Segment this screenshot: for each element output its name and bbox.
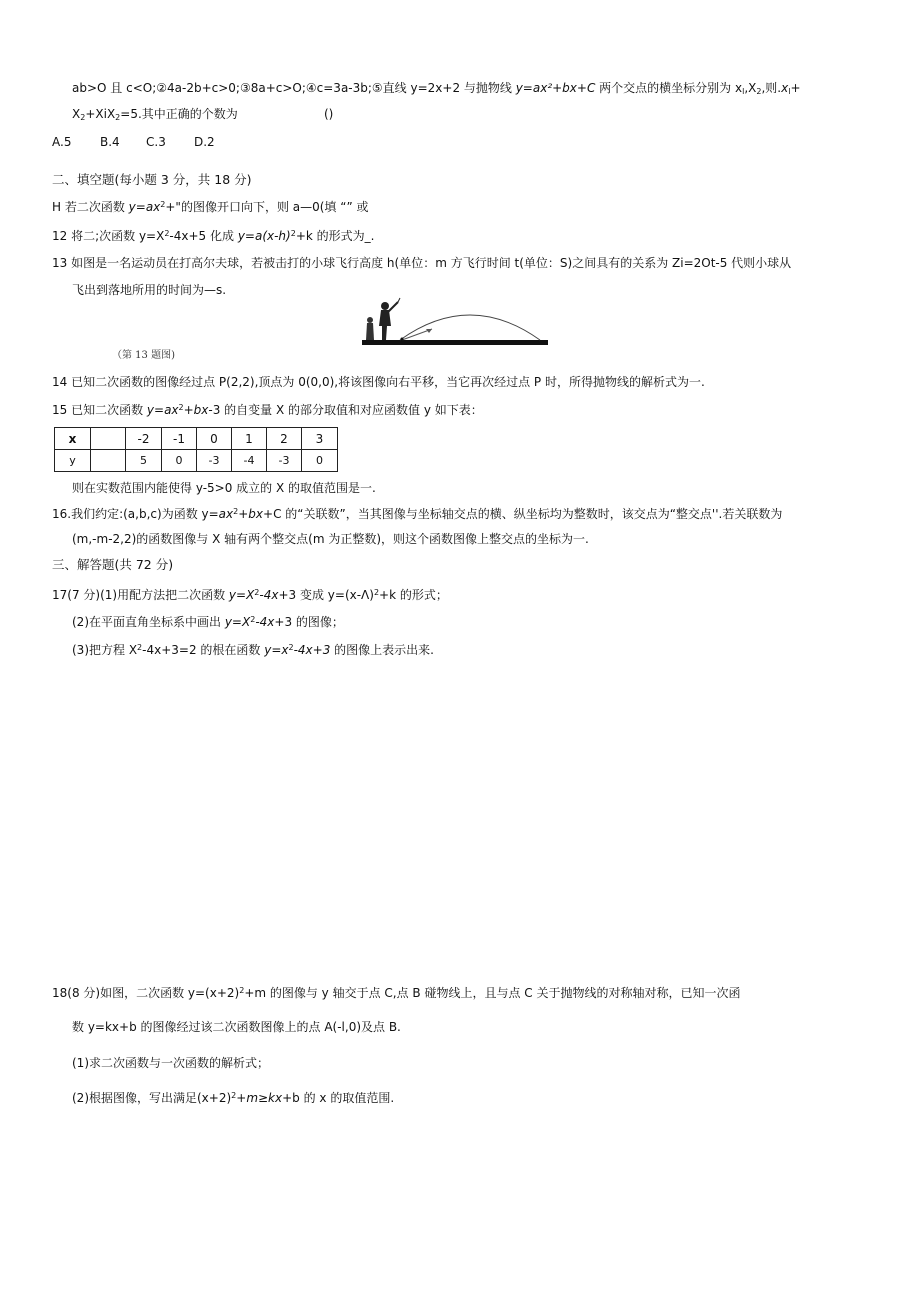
table-cell: 2 [267,428,302,450]
table-cell: -3 [197,450,232,472]
q18-line4: (2)根据图像，写出满足$(x+2)^2+m\ge kx+b$ 的 x 的取值范围. [72,1091,395,1105]
figure-13-caption: （第 13 题图) [112,350,175,361]
q10-line1: ab>O 且 c<O;②4a-2b+c>0;③8a+c>O;④c=3a-3b;⑤直线 y=2x+2 与抛物线 y=ax²+bx+C 两个交点的横坐标分别为 $x_l,X_2$,则$.x_l+$ [72,81,801,96]
q10-options [52,134,215,150]
table-cell: x [55,428,91,450]
section3-title: 三、解答题(共 72 分) [52,557,174,572]
ground [362,340,548,345]
q13-line2: 飞出到落地所用的时间为—s. [72,283,227,297]
table-cell: -4 [232,450,267,472]
ball-trajectory [400,315,540,340]
q18-line1: 18(8 分)如图，二次函数 $y=(x+2)^2+m$ 的图像与 y 轴交于点 C,点 B 碰物线上，且与点 C 关于抛物线的对称轴对称，已知一次函 [52,986,741,1000]
table-cell [91,428,126,450]
table-cell: -3 [267,450,302,472]
ball-icon [401,338,404,341]
q18-line2: 数 y=kx+b 的图像经过该二次函数图像上的点 A(-l,0)及点 B. [72,1020,401,1034]
q13-line1: 13 如图是一名运动员在打高尔夫球，若被击打的小球飞行高度 h(单位：m 方飞行时间 t(单位：S)之间具有的关系为 Zi=2Ot-5 代则小球从 [52,256,792,270]
q16-line1: 16.我们约定:(a,b,c)为函数 $y=ax^2+bx+C$ 的“关联数”，当其图像与坐标轴交点的横、纵坐标均为整数时，该交点为“整交点''.若关联数为 [52,507,783,521]
q10-answer-paren: () [324,107,334,121]
table-cell: 5 [126,450,162,472]
golf-illustration [360,296,550,350]
q14: 14 已知二次函数的图像经过点 P(2,2),顶点为 0(0,0),将该图像向右平移，当它再次经过点 P 时，所得抛物线的解析式为一. [52,375,705,389]
table-cell: -2 [126,428,162,450]
q16-line2: (m,-m-2,2)的函数图像与 X 轴有两个整交点(m 为正整数)，则这个函数图像上整交点的坐标为一. [72,532,589,546]
q15: 15 已知二次函数 $y=ax^2+bx-3$ 的自变量 X 的部分取值和对应函数值 y 如下表： [52,403,483,417]
table-cell: 0 [162,450,197,472]
value-table [54,427,338,472]
table-cell [91,450,126,472]
q18-line3: (1)求二次函数与一次函数的解析式； [72,1056,269,1070]
q17-line3: (3)把方程 $X^2-4x+3=2$ 的根在函数 $y=x^2-4x+3$ 的图像上表示出来. [72,643,434,657]
table-cell: -1 [162,428,197,450]
q11: H 若二次函数 $y=ax^2+$"的图像开口向下，则 a—0(填 “” 或 [52,200,369,214]
golfer-icon [379,298,400,340]
option-b: B.4 [100,135,120,149]
section2-title: 二、填空题(每小题 3 分，共 18 分) [52,172,252,187]
q12: 12 将二;次函数 $y=X^2-4x+5$ 化成 $y=a(x-h)^2+k$ 的形式为_. [52,229,375,243]
option-c: C.3 [146,135,166,149]
q15-after: 则在实数范围内能使得 y-5>0 成立的 X 的取值范围是一. [72,481,376,495]
table-row-y [55,450,338,472]
q17-line2: (2)在平面直角坐标系中画出 $y=X^2-4x+3$ 的图像； [72,615,344,629]
q10-line2: $X_2+XiX_2=5$.其中正确的个数为 () [72,107,334,122]
q17-line1: 17(7 分)(1)用配方法把二次函数 $y=X^2-4x+3$ 变成 $y=(x-\Lambda)^2+k$ 的形式； [52,588,448,602]
table-row-x [55,428,338,450]
option-d: D.2 [194,135,215,149]
spectator-icon [366,317,374,340]
table-cell: y [55,450,91,472]
table-cell: 0 [197,428,232,450]
table-cell: 0 [302,450,338,472]
table-cell: 1 [232,428,267,450]
option-a: A.5 [52,135,72,149]
table-cell: 3 [302,428,338,450]
